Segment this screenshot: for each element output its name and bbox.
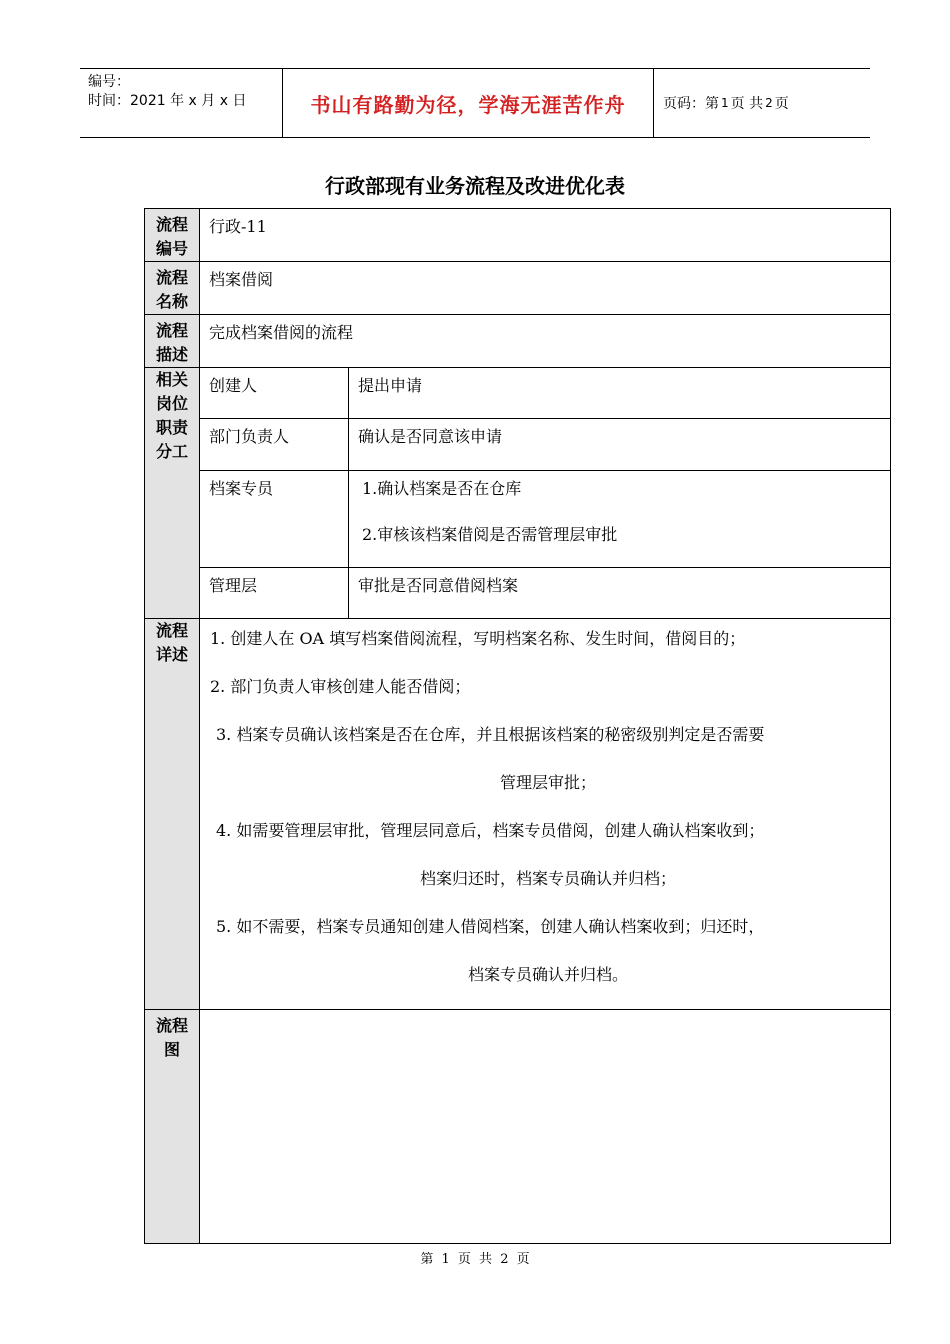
role-duty: 2.审核该档案借阅是否需管理层审批 [362, 525, 618, 544]
flowchart-area [200, 1010, 891, 1244]
list-item [210, 675, 880, 699]
header-meta [88, 73, 246, 111]
page-prefix: 页码：第 [663, 96, 719, 112]
row-process-number [145, 209, 891, 262]
process-name-label: 流程 名称 [145, 262, 200, 315]
step-text: 1. 创建人在 OA 填写档案借阅流程，写明档案名称、发生时间，借阅目的； [210, 629, 746, 648]
step-text: 5. 如不需要，档案专员通知创建人借阅档案，创建人确认档案收到；归还时， [216, 917, 765, 936]
step-continuation: 档案专员确认并归档。 [467, 965, 628, 984]
process-desc-value: 完成档案借阅的流程 [209, 323, 354, 342]
header-motto: 书山有路勤为径，学海无涯苦作舟 [310, 92, 626, 117]
role-name: 档案专员 [209, 479, 274, 498]
step-text: 4. 如需要管理层审批，管理层同意后，档案专员借阅，创建人确认档案收到； [216, 821, 765, 840]
list-item [210, 627, 880, 651]
step-text: 3. 档案专员确认该档案是否在仓库，并且根据该档案的秘密级别判定是否需要 [216, 725, 765, 744]
row-process-desc [145, 315, 891, 368]
list-item [210, 819, 880, 891]
role-duty: 审批是否同意借阅档案 [358, 576, 519, 595]
row-flowchart [145, 1010, 891, 1244]
list-item [210, 915, 880, 987]
page-footer: 第 1 页 共 2 页 [420, 1252, 530, 1267]
role-row [145, 568, 891, 619]
step-continuation: 档案归还时，档案专员确认并归档； [419, 869, 676, 888]
process-number-value: 行政-11 [209, 217, 267, 236]
process-table [144, 208, 891, 1244]
list-item [210, 723, 880, 795]
role-duty: 确认是否同意该申请 [358, 427, 503, 446]
role-row [145, 419, 891, 471]
page-current: 1 [721, 96, 729, 110]
header-page-number [663, 69, 789, 137]
step-text: 2. 部门负责人审核创建人能否借阅； [210, 677, 471, 696]
role-name: 创建人 [209, 376, 258, 395]
page-header [80, 68, 870, 138]
roles-label: 相关 岗位 职责 分工 [145, 368, 200, 619]
header-time-label: 时间：2021 年 x 月 x 日 [88, 93, 247, 109]
role-row [145, 368, 891, 419]
page-mid: 页 共 [730, 96, 764, 112]
role-name: 管理层 [209, 576, 258, 595]
row-process-name [145, 262, 891, 315]
role-duty: 提出申请 [358, 376, 423, 395]
page-suffix: 页 [774, 96, 789, 112]
role-duty: 1.确认档案是否在仓库 [362, 479, 522, 498]
process-desc-label: 流程 描述 [145, 315, 200, 368]
document-title: 行政部现有业务流程及改进优化表 [325, 174, 625, 198]
step-continuation: 管理层审批； [499, 773, 596, 792]
flowchart-label: 流程 图 [145, 1010, 200, 1244]
role-name: 部门负责人 [209, 427, 290, 446]
process-name-value: 档案借阅 [209, 270, 274, 289]
row-details [145, 619, 891, 1010]
header-number-label: 编号： [88, 74, 130, 90]
details-list [200, 619, 890, 1009]
role-row [145, 471, 891, 568]
details-label: 流程 详述 [145, 619, 200, 1010]
page-total: 2 [765, 96, 773, 110]
header-divider [653, 69, 654, 137]
process-number-label: 流程 编号 [145, 209, 200, 262]
